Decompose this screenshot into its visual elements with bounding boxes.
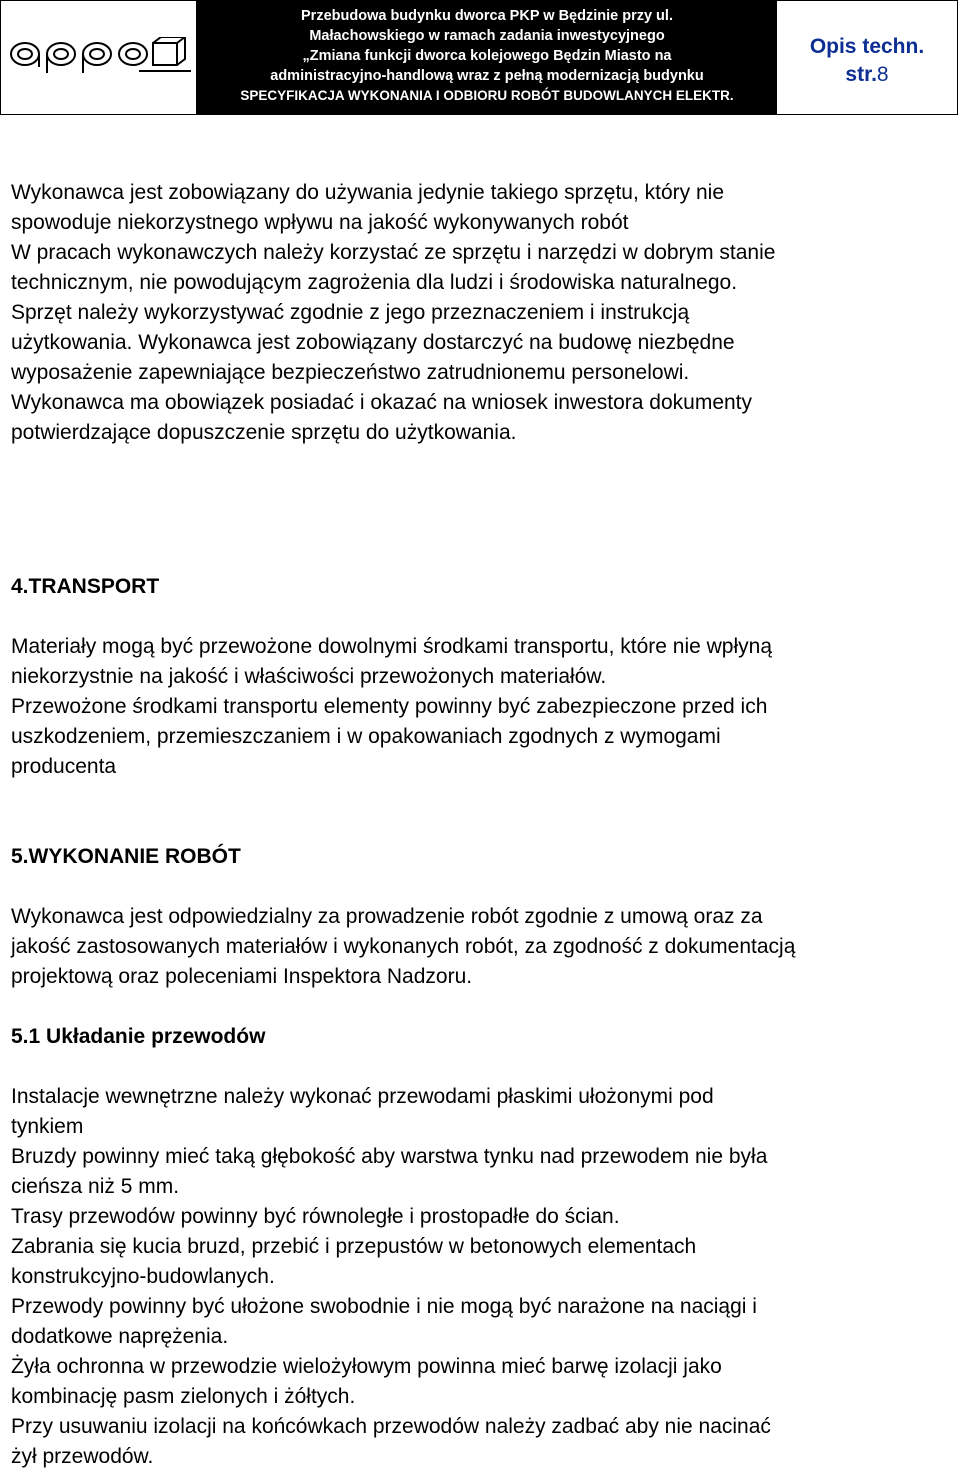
text-line: użytkowania. Wykonawca jest zobowiązany dostarczyć na budowę niezbędne	[11, 331, 735, 354]
text-line: Wykonawca ma obowiązek posiadać i okazać na wniosek inwestora dokumenty	[11, 391, 753, 414]
text-line: W pracach wykonawczych należy korzystać ze sprzętu i narzędzi w dobrym stanie	[11, 241, 776, 264]
text-line: żył przewodów.	[11, 1445, 154, 1468]
text-line: Przewody powinny być ułożone swobodnie i nie mogą być narażone na naciągi i	[11, 1295, 757, 1318]
title-line: SPECYFIKACJA WYKONANIA I ODBIORU ROBÓT BUDOWLANYCH ELEKTR.	[240, 88, 734, 103]
section-heading-transport: 4.TRANSPORT	[11, 575, 160, 598]
text-line: projektową oraz poleceniami Inspektora Nadzoru.	[11, 965, 473, 988]
page-prefix: str.	[845, 63, 877, 86]
text-line: Żyła ochronna w przewodzie wielożyłowym powinna mieć barwę izolacji jako	[11, 1355, 722, 1378]
text-line: uszkodzeniem, przemieszczaniem i w opakowaniach zgodnych z wymogami	[11, 725, 721, 748]
section-heading-works: 5.WYKONANIE ROBÓT	[11, 845, 241, 868]
intro-paragraph	[11, 178, 956, 448]
text-line: spowoduje niekorzystnego wpływu na jakość wykonywanych robót	[11, 211, 629, 234]
text-line: jakość zastosowanych materiałów i wykonanych robót, za zgodność z dokumentacją	[11, 935, 796, 958]
document-title	[197, 1, 777, 114]
text-line: Wykonawca jest odpowiedzialny za prowadzenie robót zgodnie z umową oraz za	[11, 905, 763, 928]
text-line: tynkiem	[11, 1115, 84, 1138]
text-line: producenta	[11, 755, 117, 778]
section-heading-cable-laying: 5.1 Układanie przewodów	[11, 1025, 266, 1048]
page-number-line	[777, 61, 957, 89]
document-body	[11, 178, 956, 1472]
company-logo-icon	[7, 37, 191, 77]
text-line: konstrukcyjno-budowlanych.	[11, 1265, 275, 1288]
title-line: Przebudowa budynku dworca PKP w Będzinie przy ul.	[301, 8, 673, 24]
text-line: dodatkowe naprężenia.	[11, 1325, 229, 1348]
text-line: Zabrania się kucia bruzd, przebić i przepustów w betonowych elementach	[11, 1235, 697, 1258]
text-line: Wykonawca jest zobowiązany do używania jedynie takiego sprzętu, który nie	[11, 181, 725, 204]
title-line: „Zmiana funkcji dworca kolejowego Będzin Miasto na	[302, 48, 672, 64]
text-line: niekorzystnie na jakość i właściwości przewożonych materiałów.	[11, 665, 607, 688]
text-line: cieńsza niż 5 mm.	[11, 1175, 180, 1198]
doc-label: Opis techn.	[809, 35, 925, 58]
text-line: Sprzęt należy wykorzystywać zgodnie z jego przeznaczeniem i instrukcją	[11, 301, 690, 324]
text-line: Przy usuwaniu izolacji na końcówkach przewodów należy zadbać aby nie nacinać	[11, 1415, 771, 1438]
text-line: technicznym, nie powodującym zagrożenia dla ludzi i środowiska naturalnego.	[11, 271, 738, 294]
text-line: Bruzdy powinny mieć taką głębokość aby warstwa tynku nad przewodem nie była	[11, 1145, 768, 1168]
text-line: Trasy przewodów powinny być równoległe i prostopadłe do ścian.	[11, 1205, 620, 1228]
text-line: wyposażenie zapewniające bezpieczeństwo zatrudnionemu personelowi.	[11, 361, 690, 384]
title-line: Małachowskiego w ramach zadania inwestycyjnego	[309, 28, 665, 44]
transport-paragraph	[11, 632, 956, 782]
works-paragraph	[11, 902, 956, 992]
text-line: potwierdzające dopuszczenie sprzętu do użytkowania.	[11, 421, 517, 444]
page-number: 8	[876, 63, 889, 86]
text-line: kombinację pasm zielonych i żółtych.	[11, 1385, 356, 1408]
page-info	[777, 1, 957, 114]
logo-cell	[1, 1, 197, 114]
cable-laying-paragraph	[11, 1082, 956, 1472]
page-header	[0, 0, 958, 115]
text-line: Przewożone środkami transportu elementy powinny być zabezpieczone przed ich	[11, 695, 768, 718]
text-line: Instalacje wewnętrzne należy wykonać przewodami płaskimi ułożonymi pod	[11, 1085, 714, 1108]
title-line: administracyjno-handlową wraz z pełną modernizacją budynku	[270, 68, 704, 84]
text-line: Materiały mogą być przewożone dowolnymi środkami transportu, które nie wpłyną	[11, 635, 773, 658]
